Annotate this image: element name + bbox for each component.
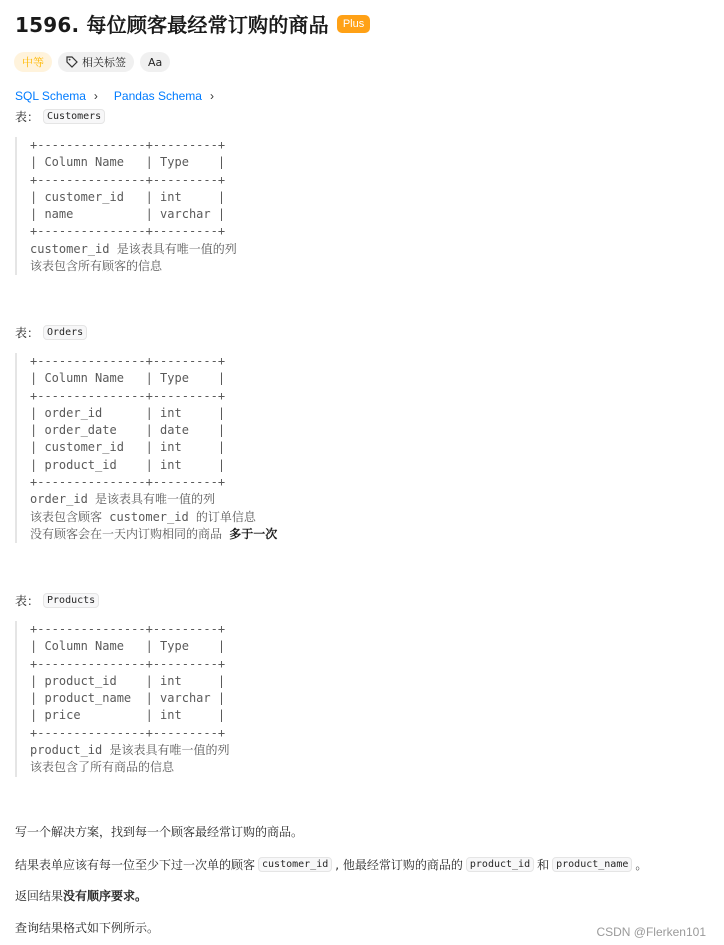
- orders-note-3-bold: 多于一次: [229, 526, 278, 541]
- customers-table-label: [15, 108, 105, 125]
- schema-links: [15, 89, 214, 103]
- products-table-label: [15, 592, 99, 609]
- orders-table-label: [15, 324, 87, 341]
- desc-text: 返回结果: [15, 889, 64, 903]
- sql-schema-label: SQL Schema: [15, 89, 86, 103]
- watermark: CSDN @Flerken101: [596, 925, 706, 939]
- products-note-2: 该表包含了所有商品的信息: [30, 760, 175, 775]
- pandas-schema-label: Pandas Schema: [113, 89, 202, 103]
- table-prefix: 表：: [15, 110, 40, 124]
- table-prefix: 表：: [15, 326, 40, 340]
- desc-bold: 没有顺序要求。: [63, 889, 148, 903]
- plus-badge[interactable]: Plus: [337, 15, 370, 33]
- products-table-name: Products: [43, 593, 99, 608]
- customers-note-1: customer_id 是该表具有唯一值的列: [30, 241, 237, 256]
- problem-header: [15, 9, 370, 38]
- customers-note-2: 该表包含所有顾客的信息: [30, 259, 163, 274]
- desc-text: 和: [537, 858, 550, 872]
- orders-table-name: Orders: [43, 325, 87, 340]
- tag-icon: [66, 56, 78, 68]
- products-schema: +---------------+---------+ | Column Name | Type | +---------------+---------+ | product_id | int | | product_name | varchar | | price | int | +---------------+---------+: [30, 622, 226, 740]
- inline-code-customer-id: customer_id: [258, 857, 332, 872]
- pandas-schema-link[interactable]: [114, 89, 214, 103]
- orders-note-2: 该表包含顾客 customer_id 的订单信息: [30, 509, 256, 524]
- customers-schema-block: [15, 137, 237, 275]
- desc-text: 结果表单应该有每一位至少下过一次单的顾客: [15, 858, 256, 872]
- related-tags-button[interactable]: [58, 52, 134, 72]
- sql-schema-link[interactable]: [15, 89, 98, 103]
- chevron-right-icon: ›: [209, 89, 214, 103]
- desc-text: 。: [635, 858, 648, 872]
- description-paragraph-1: 写一个解决方案，找到每一个顾客最经常订购的商品。: [15, 825, 304, 839]
- products-schema-block: [15, 621, 229, 777]
- customers-table-name: Customers: [43, 109, 105, 124]
- desc-text: , 他最经常订购的商品的: [335, 858, 463, 872]
- related-tags-label: 相关标签: [82, 56, 126, 69]
- orders-note-1: order_id 是该表具有唯一值的列: [30, 492, 216, 507]
- inline-code-product-id: product_id: [466, 857, 534, 872]
- orders-schema: +---------------+---------+ | Column Name | Type | +---------------+---------+ | order_id | int | | order_date | date | | customer_id | int | | product_id | int | +---------------+---------+: [30, 354, 226, 490]
- problem-title[interactable]: 1596. 每位顾客最经常订购的商品: [15, 13, 329, 37]
- table-prefix: 表：: [15, 594, 40, 608]
- description-paragraph-2: [15, 856, 647, 873]
- customers-schema: +---------------+---------+ | Column Name | Type | +---------------+---------+ | customer_id | int | | name | varchar | +---------------+---------+: [30, 138, 226, 239]
- chevron-right-icon: ›: [93, 89, 98, 103]
- orders-note-3: [30, 526, 277, 543]
- difficulty-badge: 中等: [14, 52, 52, 72]
- orders-schema-block: [15, 353, 277, 543]
- tag-bar: [14, 52, 170, 72]
- description-paragraph-4: 查询结果格式如下例所示。: [15, 921, 160, 935]
- products-note-1: product_id 是该表具有唯一值的列: [30, 743, 230, 758]
- description-paragraph-3: [15, 887, 147, 904]
- font-size-toggle[interactable]: Aa: [140, 52, 170, 72]
- orders-note-3-text: 没有顾客会在一天内订购相同的商品: [30, 526, 230, 541]
- inline-code-product-name: product_name: [552, 857, 632, 872]
